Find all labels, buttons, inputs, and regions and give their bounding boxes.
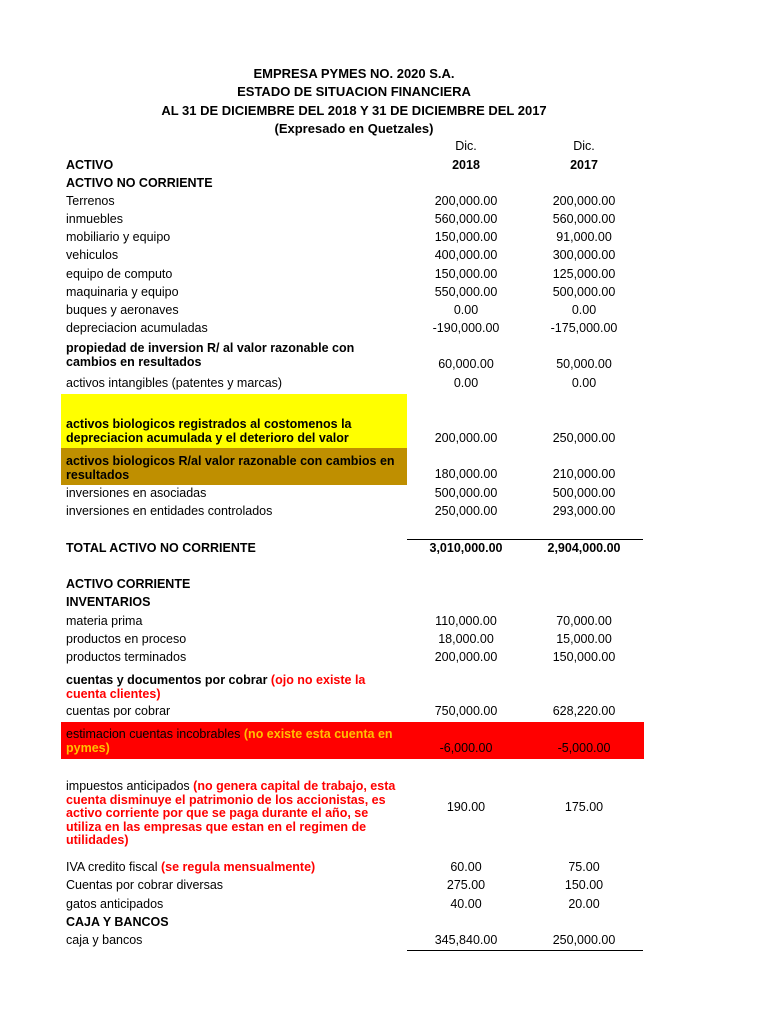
row-label: caja y bancos (66, 933, 143, 947)
value-2018: 200,000.00 (434, 650, 498, 664)
value-2018: 200,000.00 (434, 431, 498, 445)
company-name: EMPRESA PYMES NO. 2020 S.A. (253, 66, 455, 81)
value-2018: -6,000.00 (439, 741, 493, 755)
total-2017: 2,904,000.00 (547, 541, 621, 555)
row-label: inmuebles (66, 212, 123, 226)
annotation-note: (ojo no existe la cuenta clientes) (66, 673, 366, 701)
value-2017: 15,000.00 (556, 632, 612, 646)
value-2018: 0.00 (453, 376, 479, 390)
row-label: materia prima (66, 614, 143, 628)
row-label: Cuentas por cobrar diversas (66, 878, 224, 892)
value-2017: 0.00 (571, 303, 597, 317)
row-label: vehiculos (66, 248, 119, 262)
value-2018: 560,000.00 (434, 212, 498, 226)
value-2018: 500,000.00 (434, 486, 498, 500)
annotation-note: (se regula mensualmente) (160, 860, 316, 874)
section-activo-corriente: ACTIVO CORRIENTE (66, 577, 191, 591)
value-2018: 750,000.00 (434, 704, 498, 718)
row-label: productos terminados (66, 650, 187, 664)
row-label: activos biologicos registrados al costomenos la depreciacion acumulada y el deterioro del valor (66, 417, 352, 445)
value-2017: 300,000.00 (552, 248, 616, 262)
value-2017: 560,000.00 (552, 212, 616, 226)
column-2018-year: 2018 (452, 158, 480, 172)
value-2017: 70,000.00 (556, 614, 612, 628)
value-2017: 293,000.00 (552, 504, 616, 518)
row-label: gatos anticipados (66, 897, 164, 911)
column-2017-label: Dic. (573, 139, 595, 153)
value-2017: 0.00 (571, 376, 597, 390)
value-2018: 60,000.00 (438, 357, 494, 371)
value-2017: 50,000.00 (556, 357, 612, 371)
iva-label (66, 860, 315, 874)
value-2018: 60.00 (450, 860, 482, 874)
row-label: cuentas por cobrar (66, 704, 171, 718)
value-2018: 40.00 (450, 897, 482, 911)
row-label: IVA credito fiscal (66, 860, 158, 874)
column-2018-label: Dic. (455, 139, 477, 153)
column-2017-year: 2017 (570, 158, 598, 172)
total-divider (407, 539, 643, 540)
row-label: Terrenos (66, 194, 115, 208)
row-label: impuestos anticipados (66, 779, 190, 793)
value-2018: 150,000.00 (434, 267, 498, 281)
section-activo-no-corriente: ACTIVO NO CORRIENTE (66, 176, 213, 190)
row-label: inversiones en entidades controlados (66, 504, 273, 518)
value-2017: 175.00 (564, 800, 604, 814)
row-label: cuentas y documentos por cobrar (66, 673, 268, 687)
row-label: depreciacion acumuladas (66, 321, 208, 335)
value-2017: 200,000.00 (552, 194, 616, 208)
bottom-divider (407, 950, 643, 951)
value-2018: 400,000.00 (434, 248, 498, 262)
row-label: activos biologicos R/al valor razonable con cambios en resultados (66, 454, 395, 482)
value-2017: 150.00 (564, 878, 604, 892)
value-2018: 550,000.00 (434, 285, 498, 299)
value-2017: 628,220.00 (552, 704, 616, 718)
row-label: equipo de computo (66, 267, 173, 281)
row-label: propiedad de inversion R/ al valor razonable con cambios en resultados (66, 341, 355, 369)
impuestos-label (66, 780, 401, 848)
value-2017: 250,000.00 (552, 431, 616, 445)
value-2017: 500,000.00 (552, 486, 616, 500)
value-2017: 125,000.00 (552, 267, 616, 281)
value-2018: 275.00 (446, 878, 486, 892)
row-label: buques y aeronaves (66, 303, 179, 317)
annotation-note: (no existe esta cuenta en pymes) (66, 727, 393, 755)
estimacion-label (66, 728, 401, 755)
statement-title: ESTADO DE SITUACION FINANCIERA (237, 84, 471, 99)
value-2017: 210,000.00 (552, 467, 616, 481)
value-2018: 200,000.00 (434, 194, 498, 208)
row-label: inversiones en asociadas (66, 486, 207, 500)
value-2018: 190.00 (446, 800, 486, 814)
annotation-note: (no genera capital de trabajo, esta cuenta disminuye el patrimonio de los accionistas, es activo corriente por que se paga durante el año, se utiliza en las empresas que estan en el regimen de utilidades) (66, 779, 396, 847)
value-2017: -5,000.00 (557, 741, 611, 755)
value-2017: 91,000.00 (556, 230, 612, 244)
value-2017: -175,000.00 (550, 321, 618, 335)
value-2018: 0.00 (453, 303, 479, 317)
value-2018: 150,000.00 (434, 230, 498, 244)
value-2018: 250,000.00 (434, 504, 498, 518)
row-label: estimacion cuentas incobrables (66, 727, 241, 741)
section-inventarios: INVENTARIOS (66, 595, 151, 609)
value-2017: 250,000.00 (552, 933, 616, 947)
row-label: mobiliario y equipo (66, 230, 171, 244)
value-2018: 345,840.00 (434, 933, 498, 947)
total-no-corriente-label: TOTAL ACTIVO NO CORRIENTE (66, 541, 256, 555)
cuentas-documentos-heading (66, 674, 406, 701)
statement-currency: (Expresado en Quetzales) (274, 121, 434, 136)
value-2018: 110,000.00 (435, 614, 497, 628)
value-2017: 500,000.00 (552, 285, 616, 299)
section-caja-bancos: CAJA Y BANCOS (66, 915, 169, 929)
section-activo: ACTIVO (66, 158, 114, 172)
statement-period: AL 31 DE DICIEMBRE DEL 2018 Y 31 DE DICIEMBRE DEL 2017 (161, 103, 547, 118)
value-2018: 180,000.00 (434, 467, 498, 481)
row-label: activos intangibles (patentes y marcas) (66, 376, 283, 390)
row-label: maquinaria y equipo (66, 285, 179, 299)
value-2018: 18,000.00 (438, 632, 494, 646)
row-label: productos en proceso (66, 632, 187, 646)
value-2017: 150,000.00 (552, 650, 616, 664)
value-2017: 20.00 (568, 897, 600, 911)
total-2018: 3,010,000.00 (429, 541, 503, 555)
value-2017: 75.00 (568, 860, 600, 874)
value-2018: -190,000.00 (432, 321, 500, 335)
